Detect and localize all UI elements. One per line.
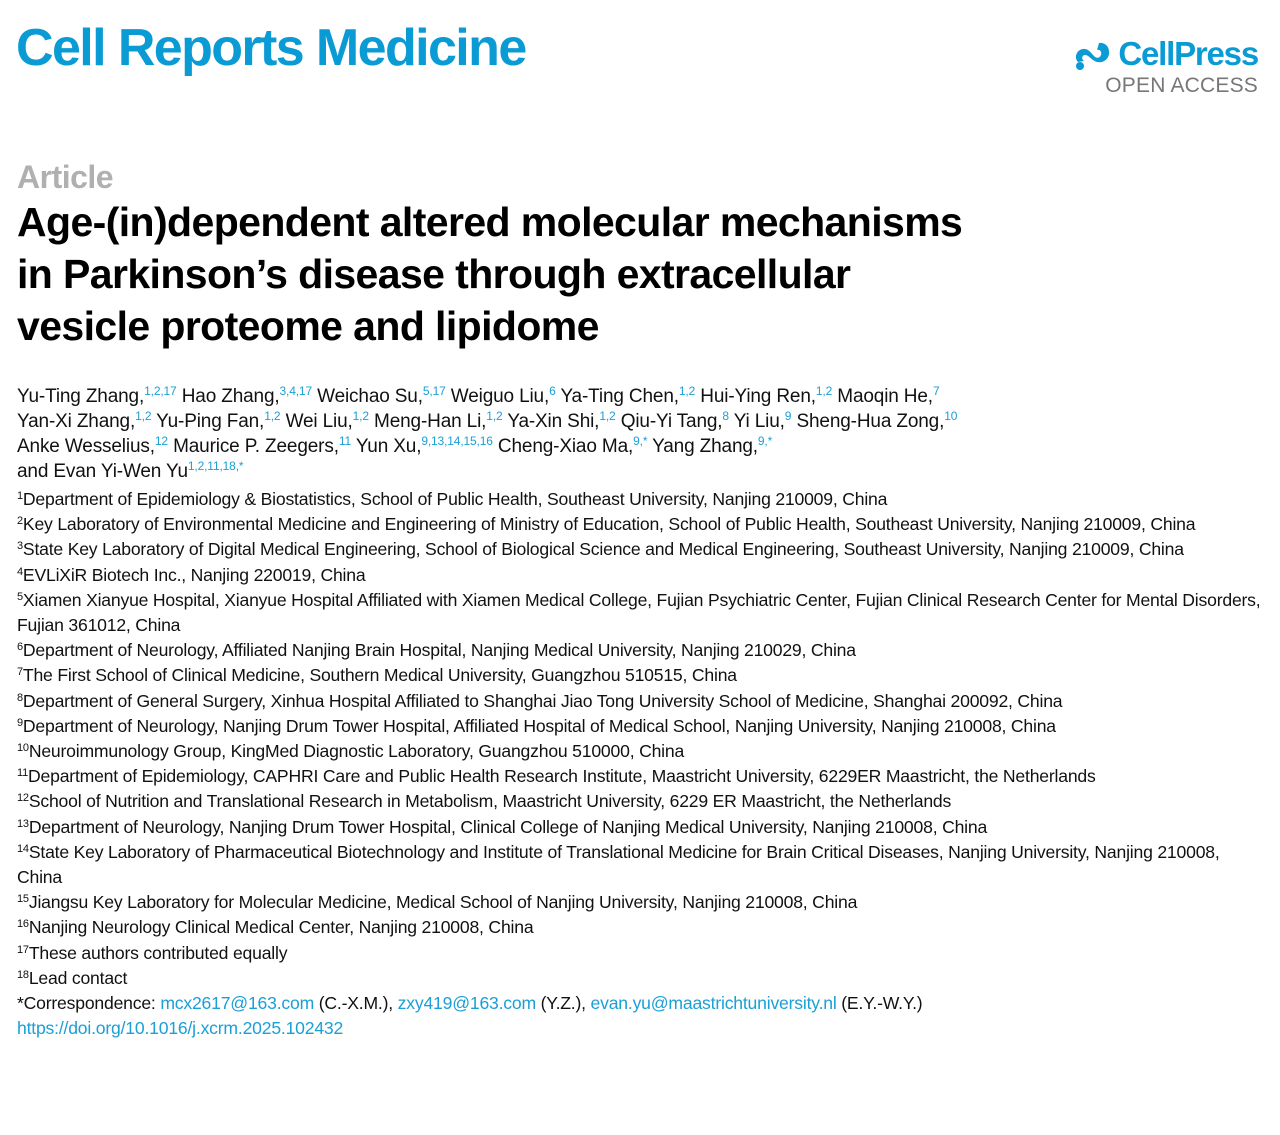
author[interactable]: Ya-Xin Shi,$^{1,2}$ [507, 409, 616, 432]
author[interactable]: Sheng-Hua Zong,$^{10}$ [796, 409, 958, 432]
affiliation: $^{15}$Jiangsu Key Laboratory for Molecular Medicine, Medical School of Nanjing University, Nanjing 210008, China [17, 892, 858, 913]
affiliation: $^1$Department of Epidemiology & Biostatistics, School of Public Health, Southeast University, Nanjing 210009, China [17, 489, 888, 509]
correspondence: *Correspondence: mcx2617@163.com (C.-X.M.), zxy419@163.com (Y.Z.), evan.yu@maastrichtuniversity.nl (E.Y.-W.Y.) [17, 993, 923, 1014]
author[interactable]: Yan-Xi Zhang,$^{1,2}$ [17, 409, 152, 432]
affiliation: $^{17}$These authors contributed equally [17, 942, 288, 963]
affiliation: $^{13}$Department of Neurology, Nanjing Drum Tower Hospital, Clinical College of Nanjing Medical University, Nanjing 210008, China [17, 816, 988, 837]
publisher-name: CellPress [1118, 35, 1258, 72]
journal-name: Cell Reports Medicine [16, 19, 526, 77]
affiliation: $^5$Xiamen Xianyue Hospital, Xianyue Hospital Affiliated with Xiamen Medical College, Fujian Psychiatric Center, Fujian Clinical Research Center for Mental Disorders, Fujian 361012, China [17, 589, 1261, 636]
affiliation: $^{10}$Neuroimmunology Group, KingMed Diagnostic Laboratory, Guangzhou 510000, China [17, 741, 685, 762]
email-link[interactable]: mcx2617@163.com [160, 993, 315, 1014]
affiliation: $^2$Key Laboratory of Environmental Medicine and Engineering of Ministry of Education, School of Public Health, Southeast University, Nanjing 210009, China [17, 514, 1196, 535]
author[interactable]: Maurice P. Zeegers,$^{11}$ [173, 434, 352, 457]
author[interactable]: Qiu-Yi Tang,$^8$ [620, 409, 729, 432]
affiliation: $^{14}$State Key Laboratory of Pharmaceutical Biotechnology and Institute of Translational Medicine for Brain Critical Diseases, Nanjing University, Nanjing 210008, China [17, 841, 1220, 888]
author[interactable]: Weiguo Liu,$^6$ [450, 384, 556, 407]
affiliation: $^{16}$Nanjing Neurology Clinical Medical Center, Nanjing 210008, China [17, 917, 534, 938]
author[interactable]: Weichao Su,$^{5,17}$ [317, 384, 446, 407]
affiliation: $^4$EVLiXiR Biotech Inc., Nanjing 220019, China [17, 564, 366, 585]
author[interactable]: Ya-Ting Chen,$^{1,2}$ [560, 384, 696, 407]
author-list [17, 384, 1267, 484]
cellpress-branding [1072, 36, 1258, 98]
affiliation: $^6$Department of Neurology, Affiliated Nanjing Brain Hospital, Nanjing Medical University, Nanjing 210029, China [17, 640, 856, 661]
article-title [17, 196, 1247, 352]
author[interactable]: Cheng-Xiao Ma,$^{9,*}$ [497, 434, 648, 457]
affiliation: $^{12}$School of Nutrition and Translational Research in Metabolism, Maastricht University, 6229 ER Maastricht, the Netherlands [17, 791, 952, 812]
author[interactable]: Yun Xu,$^{9,13,14,15,16}$ [355, 434, 493, 457]
affiliation: $^7$The First School of Clinical Medicine, Southern Medical University, Guangzhou 510515, China [17, 665, 737, 686]
author[interactable]: Yu-Ting Zhang,$^{1,2,17}$ [17, 384, 177, 407]
author[interactable]: Meng-Han Li,$^{1,2}$ [374, 409, 503, 432]
author[interactable]: Maoqin He,$^7$ [837, 384, 940, 407]
author[interactable]: Yang Zhang,$^{9,*}$ [652, 434, 773, 457]
cellpress-logo-icon [1072, 36, 1112, 72]
affiliation: $^3$State Key Laboratory of Digital Medical Engineering, School of Biological Science and Medical Engineering, Southeast University, Nanjing 210009, China [17, 539, 1184, 560]
author[interactable]: Hao Zhang,$^{3,4,17}$ [181, 384, 312, 407]
title-line: Age-(in)dependent altered molecular mechanisms [17, 199, 963, 245]
affiliation: $^{11}$Department of Epidemiology, CAPHRI Care and Public Health Research Institute, Maastricht University, 6229ER Maastricht, the Netherlands [17, 766, 1096, 787]
author[interactable]: and Evan Yi-Wen $Yu^{1,2,11,18,*}$ [17, 459, 244, 482]
title-line: in Parkinson’s disease through extracellular [17, 251, 851, 297]
email-link[interactable]: evan.yu@maastrichtuniversity.nl [590, 993, 837, 1014]
affiliation-list [17, 487, 1267, 1041]
article-type-label: Article [17, 159, 114, 195]
author[interactable]: Yu-Ping Fan,$^{1,2}$ [156, 409, 281, 432]
affiliation: $^{18}$Lead contact [17, 967, 128, 988]
affiliation: $^9$Department of Neurology, Nanjing Drum Tower Hospital, Affiliated Hospital of Medical School, Nanjing University, Nanjing 210008, China [17, 715, 1056, 736]
doi-link[interactable]: https://doi.org/10.1016/j.xcrm.2025.102432 [17, 1018, 344, 1039]
author[interactable]: Yi Liu,$^9$ [733, 409, 792, 432]
title-line: vesicle proteome and lipidome [17, 303, 599, 349]
affiliation: $^8$Department of General Surgery, Xinhua Hospital Affiliated to Shanghai Jiao Tong University School of Medicine, Shanghai 200092, China [17, 690, 1063, 711]
author[interactable]: Wei Liu,$^{1,2}$ [285, 409, 369, 432]
email-link[interactable]: zxy419@163.com [397, 993, 536, 1014]
author[interactable]: Anke Wesselius,$^{12}$ [17, 434, 168, 457]
open-access-label: OPEN ACCESS [1105, 74, 1258, 97]
author[interactable]: Hui-Ying Ren,$^{1,2}$ [700, 384, 833, 407]
